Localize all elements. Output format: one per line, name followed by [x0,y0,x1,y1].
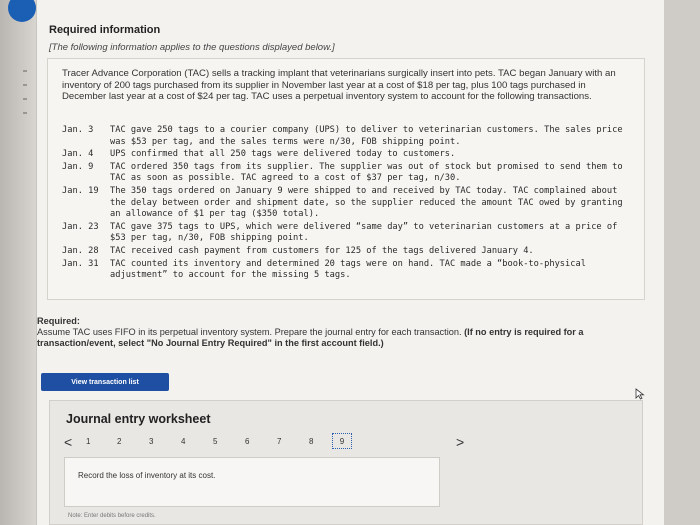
page-4-button[interactable]: 4 [181,437,186,446]
transaction-row [62,259,637,282]
prev-page-button[interactable]: < [64,434,73,450]
journal-entry-worksheet [49,400,643,525]
transaction-date: Jan. 19 [62,185,99,196]
page-6-button[interactable]: 6 [245,437,250,446]
page-title: Required information [49,24,161,36]
transaction-text: TAC ordered 350 tags from its supplier. The supplier was out of stock but promised to send them to TAC as soon as possible. TAC agreed to a cost of $37 per tag, n/30. [110,161,623,184]
transaction-date: Jan. 28 [62,245,99,256]
page-5-button[interactable]: 5 [213,437,218,446]
transaction-row [62,186,637,221]
transaction-text: UPS confirmed that all 250 tags were delivered today to customers. [110,149,456,160]
page-1-button[interactable]: 1 [86,437,91,446]
next-page-button[interactable]: > [456,434,465,450]
worksheet-note: Note: Enter debits before credits. [68,513,156,519]
information-panel [47,58,645,300]
transaction-date: Jan. 3 [62,125,94,135]
required-text: Assume TAC uses FIFO in its perpetual inventory system. Prepare the journal entry for each transaction. (If no entry is required for a transaction/event, select "No Journal Entry Required" in the first account field.) [37,327,584,348]
question-page [36,0,664,525]
transaction-date: Jan. 9 [62,161,94,172]
worksheet-pager [64,434,465,457]
page-8-button[interactable]: 8 [309,437,314,446]
transaction-text: The 350 tags ordered on January 9 were shipped to and received by TAC today. TAC complained about the delay between order and shipment date, so the supplier reduced the amount TAC owed by granting an allowance of $1 per tag ($350 total). [110,185,623,220]
intro-paragraph: Tracer Advance Corporation (TAC) sells a tracking implant that veterinarians surgically insert into pets. TAC began January with an inventory of 200 tags purchased from its supplier in November last year at a cost of $18 per tag, plus 100 tags purchased in December last year at a cost of $24 per tag. TAC uses a perpetual inventory system to account for the following transactions. [62,68,616,102]
page-7-button[interactable]: 7 [277,437,282,446]
cursor-icon [634,388,646,400]
view-transaction-list-button[interactable]: View transaction list [41,373,169,391]
worksheet-title: Journal entry worksheet [66,412,211,426]
transaction-row [62,222,637,245]
page-9-button[interactable]: 9 [332,433,352,449]
entry-instruction-box [64,457,440,507]
transaction-text: TAC received cash payment from customers for 125 of the tags delivered January 4. [110,245,534,256]
sidebar-marks [23,70,31,126]
page-3-button[interactable]: 3 [149,437,154,446]
entry-instruction-text: Record the loss of inventory at its cost. [78,471,216,480]
page-2-button[interactable]: 2 [117,437,122,446]
transaction-text: TAC counted its inventory and determined 20 tags were on hand. TAC made a “book-to-physical adjustment” to account for the missing 5 tags. [110,258,586,281]
transaction-row [62,162,637,185]
required-section [37,316,637,349]
transaction-text: TAC gave 375 tags to UPS, which were delivered “same day” to veterinarian customers at a price of $53 per tag, n/30, FOB shipping point. [110,221,618,244]
required-note: (If no entry is required for a transaction/event, select "No Journal Entry Required" in the first account field.) [37,327,584,348]
transaction-row [62,246,637,258]
transaction-date: Jan. 23 [62,221,99,232]
transaction-text: TAC gave 250 tags to a courier company (UPS) to deliver to veterinarian customers. The sales price was $53 per tag, and the sales terms were n/30, FOB shipping point. [110,125,623,147]
transaction-date: Jan. 4 [62,149,94,160]
page-subtitle: [The following information applies to the questions displayed below.] [49,42,335,53]
transaction-row [62,149,637,161]
transaction-date: Jan. 31 [62,258,99,269]
transaction-row [62,125,637,148]
transaction-list [62,125,637,283]
required-label: Required: [37,316,80,326]
